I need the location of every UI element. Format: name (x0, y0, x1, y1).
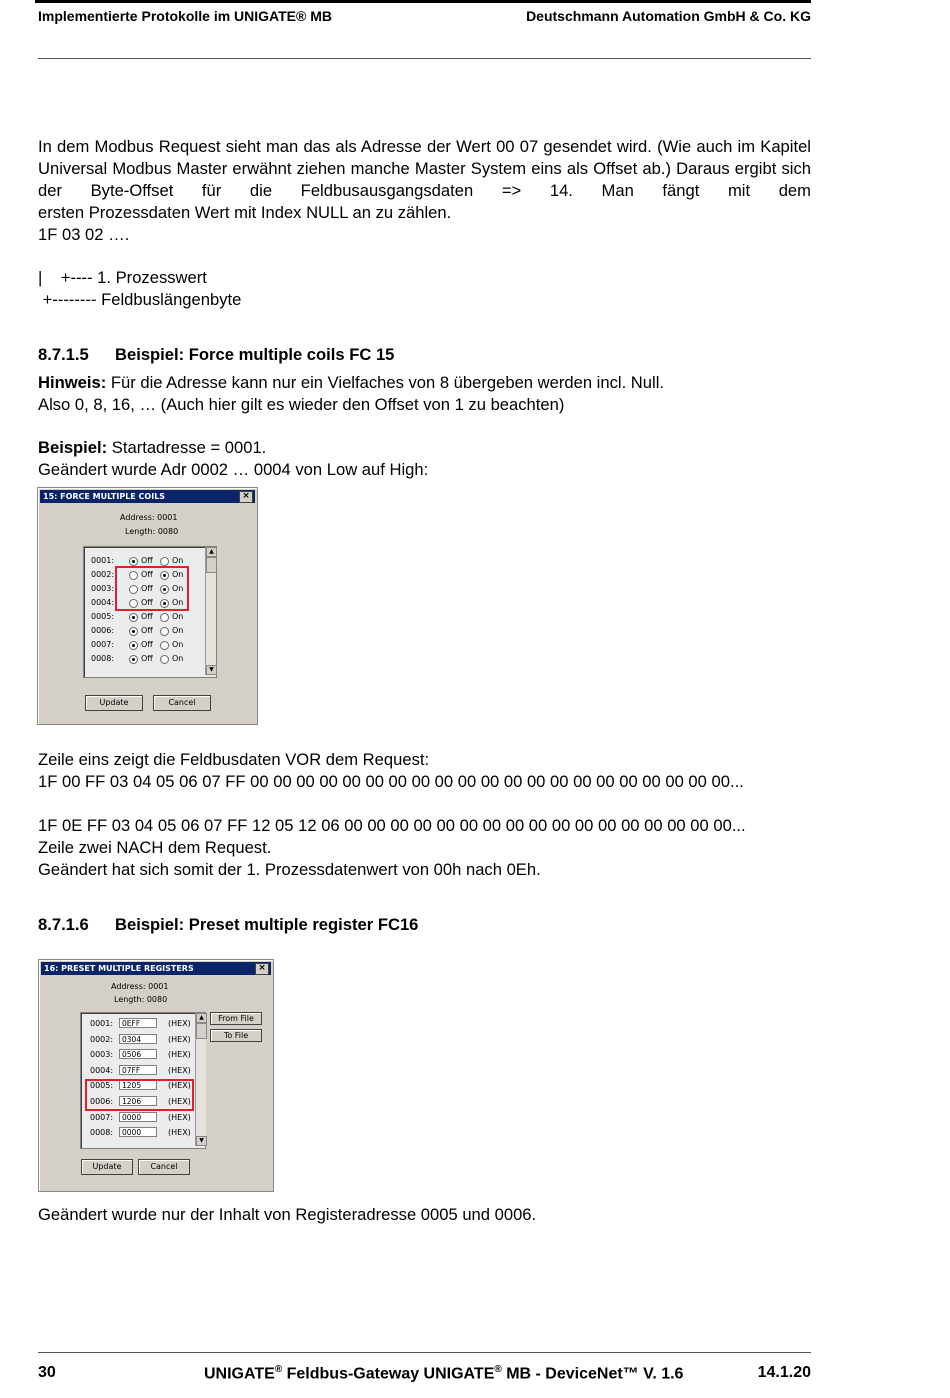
to-file-button[interactable]: To File (210, 1029, 262, 1042)
scroll-up-icon[interactable]: ▲ (196, 1013, 207, 1023)
off-radio[interactable] (129, 655, 138, 664)
off-label: Off (141, 626, 153, 635)
register-address: 0002: (90, 1034, 114, 1044)
length-label: Length: 0080 (125, 527, 179, 536)
coil-address: 0003: (91, 584, 115, 593)
on-radio[interactable] (160, 655, 169, 664)
footer-product (204, 1364, 683, 1383)
header-left: Implementierte Protokolle im UNIGATE® MB (38, 8, 332, 24)
hex-unit-label: (HEX) (168, 1097, 191, 1106)
hex-unit-label: (HEX) (168, 1050, 191, 1060)
hint-label: Hinweis: (38, 373, 107, 392)
intro-last-line: ersten Prozessdaten Wert mit Index NULL an zu zählen. (38, 203, 452, 222)
hint-text: Für die Adresse kann nur ein Vielfaches von 8 übergeben werden incl. Null. (106, 373, 664, 392)
register-address: 0006: (90, 1097, 114, 1106)
on-label: On (172, 626, 184, 635)
update-button[interactable]: Update (85, 695, 143, 711)
section-title: Beispiel: Preset multiple register FC16 (115, 915, 419, 934)
dialog-title: 16: PRESET MULTIPLE REGISTERS (44, 964, 194, 973)
register-address: 0008: (90, 1128, 114, 1138)
register-value-field[interactable]: 0000 (119, 1112, 157, 1122)
coil-address: 0008: (91, 654, 115, 663)
off-radio[interactable] (129, 641, 138, 650)
off-radio[interactable] (129, 627, 138, 636)
scroll-down-icon[interactable]: ▼ (206, 665, 217, 675)
code-line-1: 1F 03 02 …. (38, 225, 130, 244)
cancel-button[interactable]: Cancel (138, 1159, 190, 1175)
code-line-2: | +---- 1. Prozesswert (38, 268, 207, 287)
on-label: On (172, 654, 184, 663)
hint-line-2: Also 0, 8, 16, … (Auch hier gilt es wieder den Offset von 1 zu beachten) (38, 395, 565, 414)
data-after: 1F 0E FF 03 04 05 06 07 FF 12 05 12 06 00 00 00 00 00 00 00 00 00 00 00 00 00 00 00 00 00... (38, 816, 746, 835)
off-label: Off (141, 640, 153, 649)
from-file-button[interactable]: From File (210, 1012, 262, 1025)
register-address: 0004: (90, 1065, 114, 1075)
force-coils-dialog (37, 487, 258, 725)
close-icon[interactable]: × (255, 963, 269, 975)
header-divider (38, 58, 811, 59)
after-request-line: Zeile zwei NACH dem Request. (38, 838, 272, 857)
off-radio[interactable] (129, 613, 138, 622)
register-value-field[interactable]: 1206 (119, 1096, 157, 1106)
section-number: 8.7.1.6 (38, 915, 89, 934)
length-label: Length: 0080 (114, 995, 168, 1004)
coil-address: 0004: (91, 598, 115, 607)
dialog-titlebar (40, 490, 255, 503)
page-number: 30 (38, 1364, 56, 1381)
changed-line: Geändert wurde Adr 0002 … 0004 von Low auf High: (38, 460, 429, 479)
update-button[interactable]: Update (81, 1159, 133, 1175)
dialog-titlebar (41, 962, 271, 975)
coil-address: 0005: (91, 612, 115, 621)
footer-date: 14.1.20 (757, 1364, 811, 1381)
on-label: On (172, 570, 184, 579)
intro-paragraph: In dem Modbus Request sieht man das als Adresse der Wert 00 07 gesendet wird. (Wie auch im Kapitel Universal Modbus Master erwähnt ziehen manche Master System eins als Offset ab.) Daraus ergibt sich der Byte-Offset für die Feldbusausgangsdaten => 14. Man fängt mit dem (38, 137, 811, 200)
register-scrollbar[interactable] (195, 1013, 206, 1146)
close-icon[interactable]: × (239, 491, 253, 503)
off-label: Off (141, 654, 153, 663)
result-line: Geändert hat sich somit der 1. Prozessdatenwert von 00h nach 0Eh. (38, 860, 541, 879)
coil-address: 0002: (91, 570, 115, 579)
top-rule (35, 0, 811, 3)
register-value-field[interactable]: 1205 (119, 1080, 157, 1090)
on-radio[interactable] (160, 627, 169, 636)
registered-mark: ® (274, 1364, 283, 1375)
coil-address: 0006: (91, 626, 115, 635)
on-label: On (172, 612, 184, 621)
on-radio[interactable] (160, 641, 169, 650)
scroll-thumb[interactable] (206, 557, 217, 573)
off-label: Off (141, 570, 153, 579)
product-c: MB - DeviceNet™ V. 1.6 (501, 1365, 684, 1383)
highlight-box (85, 1079, 194, 1111)
on-label: On (172, 640, 184, 649)
on-label: On (172, 598, 184, 607)
on-radio[interactable] (160, 613, 169, 622)
product-a: UNIGATE (204, 1365, 275, 1383)
product-b: Feldbus-Gateway UNIGATE (282, 1365, 495, 1383)
dialog-title: 15: FORCE MULTIPLE COILS (43, 492, 166, 501)
coil-address: 0007: (91, 640, 115, 649)
hex-unit-label: (HEX) (168, 1081, 191, 1091)
hex-unit-label: (HEX) (168, 1128, 191, 1138)
section-heading-fc15 (38, 345, 394, 365)
cancel-button[interactable]: Cancel (153, 695, 211, 711)
section-title: Beispiel: Force multiple coils FC 15 (115, 345, 395, 364)
register-value-field[interactable]: 0506 (119, 1049, 157, 1059)
address-label: Address: 0001 (111, 982, 169, 991)
section-heading-fc16 (38, 915, 418, 935)
section-number: 8.7.1.5 (38, 345, 89, 364)
example-line (38, 437, 266, 459)
off-label: Off (141, 612, 153, 621)
coil-address: 0001: (91, 556, 115, 565)
register-value-field[interactable]: 0EFF (119, 1018, 157, 1028)
register-address: 0001: (90, 1019, 114, 1028)
register-value-field[interactable]: 0000 (119, 1127, 157, 1137)
hint-line (38, 372, 664, 394)
off-radio[interactable] (129, 557, 138, 566)
register-address: 0007: (90, 1112, 114, 1122)
hex-unit-label: (HEX) (168, 1034, 191, 1044)
address-label: Address: 0001 (120, 513, 178, 522)
preset-registers-dialog (38, 959, 274, 1192)
scroll-down-icon[interactable]: ▼ (196, 1136, 207, 1146)
on-label: On (172, 584, 184, 593)
data-before: 1F 00 FF 03 04 05 06 07 FF 00 00 00 00 00 00 00 00 00 00 00 00 00 00 00 00 00 00 00 00 00... (38, 772, 744, 791)
example-label: Beispiel: (38, 438, 108, 457)
register-value-field[interactable]: 07FF (119, 1065, 157, 1075)
registered-mark: ® (494, 1364, 502, 1375)
before-request-line: Zeile eins zeigt die Feldbusdaten VOR dem Request: (38, 750, 430, 769)
off-label: Off (141, 556, 153, 565)
highlight-box (115, 566, 189, 611)
on-label: On (172, 556, 184, 565)
hex-unit-label: (HEX) (168, 1112, 191, 1122)
register-value-field[interactable]: 0304 (119, 1034, 157, 1044)
hex-unit-label: (HEX) (168, 1019, 191, 1028)
on-radio[interactable] (160, 557, 169, 566)
off-label: Off (141, 598, 153, 607)
off-label: Off (141, 584, 153, 593)
example-text: Startadresse = 0001. (107, 438, 267, 457)
coil-scrollbar[interactable] (205, 547, 216, 675)
scroll-thumb[interactable] (196, 1023, 207, 1039)
closing-line: Geändert wurde nur der Inhalt von Registeradresse 0005 und 0006. (38, 1205, 537, 1224)
header-right: Deutschmann Automation GmbH & Co. KG (526, 8, 811, 24)
footer-divider (38, 1352, 811, 1353)
scroll-up-icon[interactable]: ▲ (206, 547, 217, 557)
register-address: 0003: (90, 1050, 114, 1060)
hex-unit-label: (HEX) (168, 1065, 191, 1075)
register-address: 0005: (90, 1081, 114, 1091)
code-line-3: +-------- Feldbuslängenbyte (38, 290, 242, 309)
